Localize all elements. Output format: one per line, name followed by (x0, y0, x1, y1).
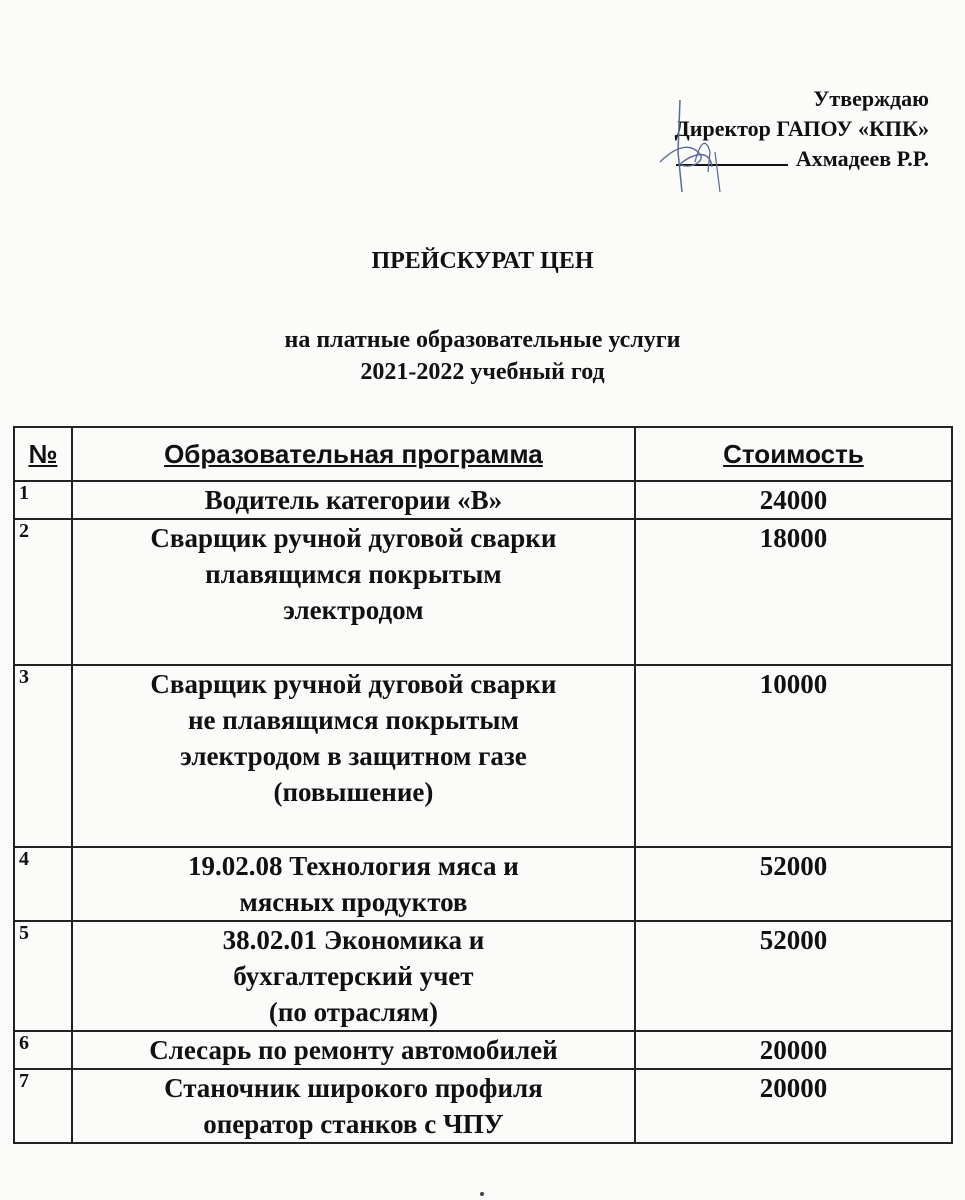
program-line: не плавящимся покрытым (187, 705, 519, 735)
program-line: Сварщик ручной дуговой сварки (150, 669, 557, 699)
handwritten-signature (640, 92, 740, 202)
program-line: Слесарь по ремонту автомобилей (149, 1035, 558, 1065)
document-subtitle (0, 324, 965, 388)
program-line: Сварщик ручной дуговой сварки (150, 523, 557, 553)
row-program (72, 921, 635, 1031)
row-cost: 10000 (635, 665, 952, 847)
row-number: 1 (14, 481, 72, 519)
row-cost: 20000 (635, 1031, 952, 1069)
table-row (14, 847, 952, 921)
header-number: № (14, 427, 72, 481)
row-cost: 24000 (635, 481, 952, 519)
page-mark (480, 1192, 484, 1196)
program-line: 38.02.01 Экономика и (222, 925, 485, 955)
price-table (13, 426, 953, 1144)
table-row (14, 481, 952, 519)
row-number: 2 (14, 519, 72, 665)
program-line: оператор станков с ЧПУ (203, 1109, 504, 1139)
subtitle-line-2: 2021-2022 учебный год (360, 359, 605, 385)
row-cost: 20000 (635, 1069, 952, 1143)
program-line: Станочник широкого профиля (164, 1073, 543, 1103)
row-number: 6 (14, 1031, 72, 1069)
table-header-row (14, 427, 952, 481)
row-number: 7 (14, 1069, 72, 1143)
header-program: Образовательная программа (72, 427, 635, 481)
row-cost: 52000 (635, 921, 952, 1031)
approval-position: Директор ГАПОУ «КПК» (674, 116, 929, 141)
row-program (72, 1031, 635, 1069)
table-row (14, 665, 952, 847)
program-line: Водитель категории «В» (204, 485, 503, 515)
table-row (14, 1069, 952, 1143)
row-number: 5 (14, 921, 72, 1031)
program-line: плавящимся покрытым (205, 559, 502, 589)
program-line: (по отраслям) (268, 997, 438, 1027)
program-line: 19.02.08 Технология мяса и (188, 851, 519, 881)
table-row (14, 519, 952, 665)
row-number: 4 (14, 847, 72, 921)
program-line: бухгалтерский учет (233, 961, 474, 991)
row-program (72, 1069, 635, 1143)
approval-heading: Утверждаю (813, 86, 929, 111)
program-line: электродом (283, 595, 424, 625)
program-line: (повышение) (273, 777, 434, 807)
program-line: электродом в защитном газе (180, 741, 527, 771)
subtitle-line-1: на платные образовательные услуги (284, 327, 681, 353)
header-cost: Стоимость (635, 427, 952, 481)
program-line: мясных продуктов (239, 887, 468, 917)
row-program (72, 665, 635, 847)
row-cost: 52000 (635, 847, 952, 921)
row-cost: 18000 (635, 519, 952, 665)
table-row (14, 1031, 952, 1069)
document-title: ПРЕЙСКУРАТ ЦЕН (371, 248, 594, 274)
row-program (72, 519, 635, 665)
row-program (72, 847, 635, 921)
approval-director-name: Ахмадеев Р.Р. (795, 146, 929, 171)
table-row (14, 921, 952, 1031)
row-number: 3 (14, 665, 72, 847)
row-program (72, 481, 635, 519)
